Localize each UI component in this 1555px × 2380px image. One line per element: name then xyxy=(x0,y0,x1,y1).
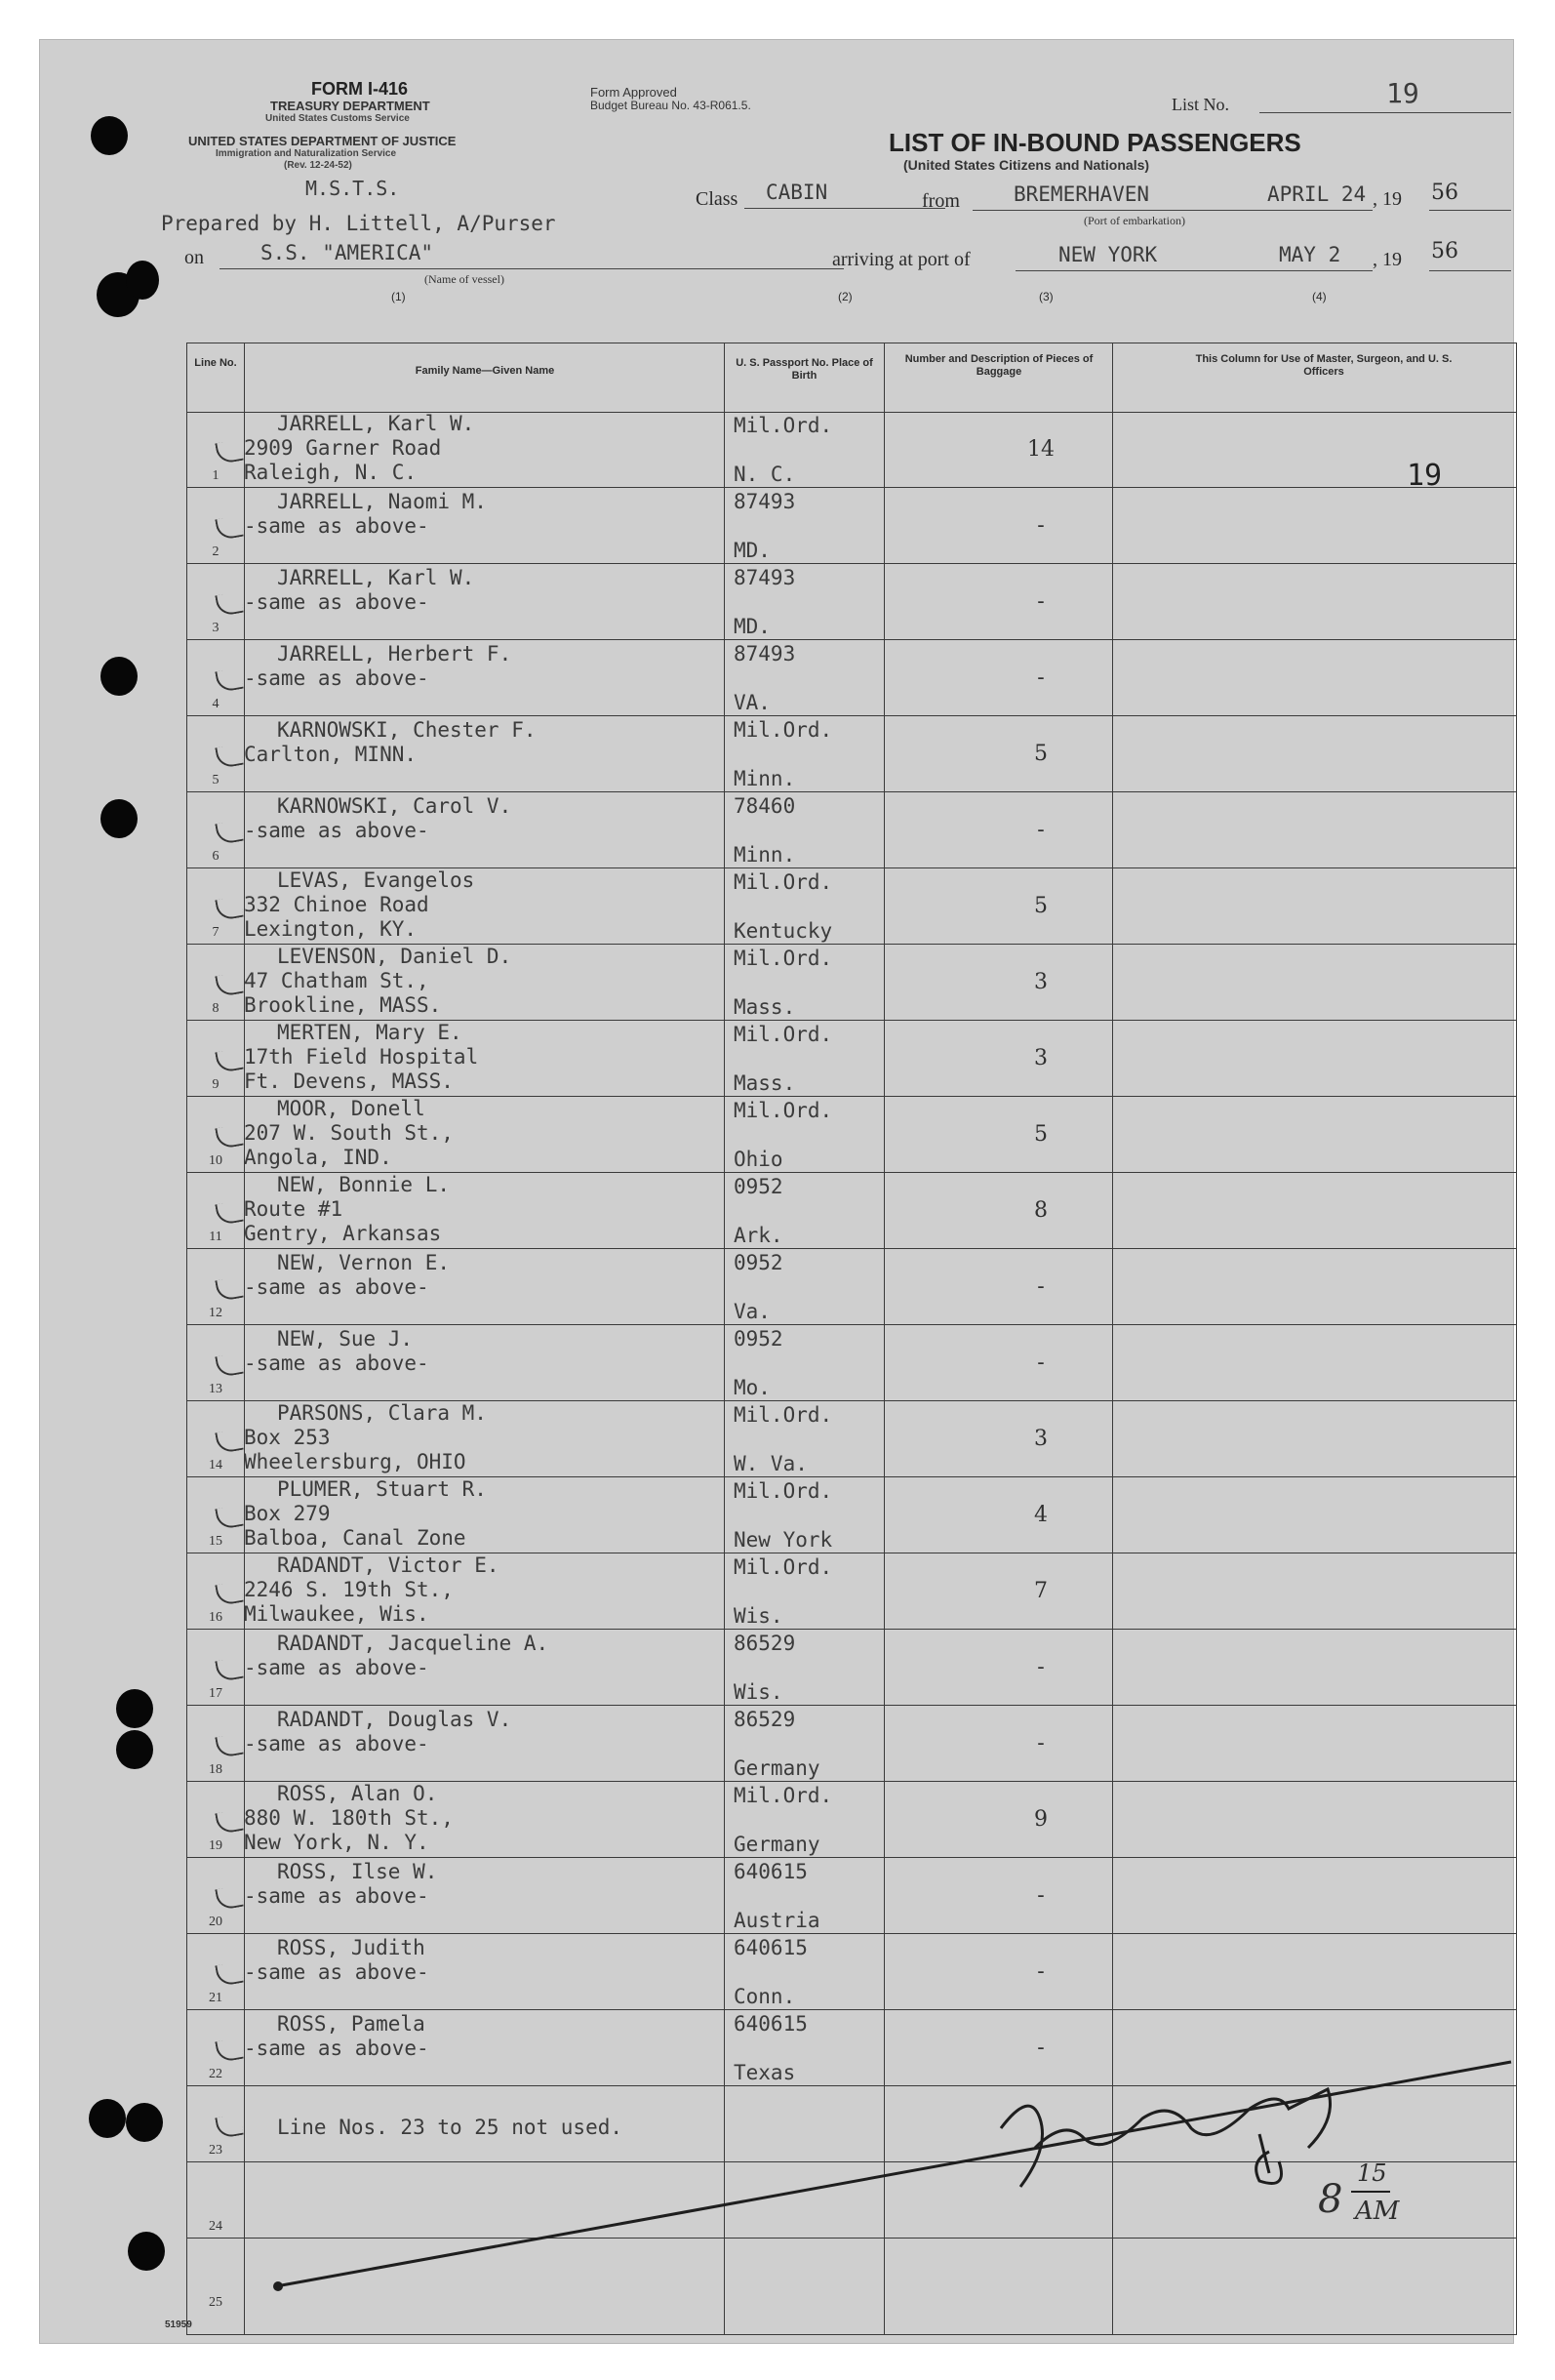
place-of-birth: Kentucky xyxy=(734,919,833,943)
line-number: 20 xyxy=(209,1915,222,1929)
signature-initial xyxy=(1256,2134,1282,2184)
passenger-name: ROSS, Ilse W. xyxy=(277,1860,438,1883)
passenger-name: Line Nos. 23 to 25 not used. xyxy=(277,2116,623,2139)
line-number: 21 xyxy=(209,1991,222,2005)
baggage-count: - xyxy=(1037,666,1045,690)
address-line: Brookline, MASS. xyxy=(244,993,442,1017)
customs-service: United States Customs Service xyxy=(265,113,410,124)
line-number: 24 xyxy=(209,2219,222,2234)
baggage-count: 7 xyxy=(1034,1579,1048,1603)
passport-number: Mil.Ord. xyxy=(734,870,833,894)
address-line: Milwaukee, Wis. xyxy=(244,1602,429,1626)
address-line: 17th Field Hospital xyxy=(244,1045,479,1069)
passenger-name: ROSS, Judith xyxy=(277,1936,425,1959)
line-number: 4 xyxy=(212,697,219,711)
place-of-birth: Ohio xyxy=(734,1148,783,1171)
header-baggage: Number and Description of Pieces of Baggage xyxy=(904,353,1094,378)
address-line: -same as above- xyxy=(244,1960,429,1984)
passenger-name: RADANDT, Jacqueline A. xyxy=(277,1632,549,1655)
place-of-birth: MD. xyxy=(734,539,771,562)
address-line: -same as above- xyxy=(244,819,429,842)
address-line: 2909 Garner Road xyxy=(244,436,442,460)
baggage-count: - xyxy=(1037,1274,1045,1299)
passenger-name: PLUMER, Stuart R. xyxy=(277,1477,487,1501)
passenger-name: JARRELL, Naomi M. xyxy=(277,490,487,513)
baggage-count: 3 xyxy=(1034,1427,1048,1451)
port-caption: (Port of embarkation) xyxy=(1084,214,1185,227)
line-number: 18 xyxy=(209,1762,222,1777)
line-number: 10 xyxy=(209,1153,222,1168)
line-number: 13 xyxy=(209,1382,222,1396)
place-of-birth: Mass. xyxy=(734,1071,796,1095)
line-number: 5 xyxy=(212,773,219,787)
embark-year: 56 xyxy=(1431,181,1458,205)
justice-dept: UNITED STATES DEPARTMENT OF JUSTICE xyxy=(188,134,457,148)
msts-label: M.S.T.S. xyxy=(305,177,400,200)
passport-number: 640615 xyxy=(734,1936,808,1959)
address-line: 207 W. South St., xyxy=(244,1121,454,1145)
form-number: FORM I-416 xyxy=(311,79,409,99)
line-number: 2 xyxy=(212,545,219,559)
revision-date: (Rev. 12-24-52) xyxy=(284,160,352,171)
passenger-name: LEVENSON, Daniel D. xyxy=(277,945,512,968)
place-of-birth: Va. xyxy=(734,1300,771,1323)
print-code: 51959 xyxy=(165,2319,192,2330)
arrival-date: MAY 2 xyxy=(1279,243,1341,266)
place-of-birth: Ark. xyxy=(734,1224,783,1247)
passport-number: 0952 xyxy=(734,1327,783,1351)
immigration-service: Immigration and Naturalization Service xyxy=(216,148,397,159)
passport-number: 87493 xyxy=(734,490,796,513)
baggage-count: - xyxy=(1037,589,1045,614)
signature-am: AM xyxy=(1355,2197,1400,2226)
line-number: 15 xyxy=(209,1534,222,1549)
address-line: Raleigh, N. C. xyxy=(244,461,418,484)
passport-number: Mil.Ord. xyxy=(734,414,833,437)
address-line: -same as above- xyxy=(244,666,429,690)
address-line: Route #1 xyxy=(244,1197,343,1221)
address-line: 47 Chatham St., xyxy=(244,969,429,992)
address-line: Gentry, Arkansas xyxy=(244,1222,442,1245)
passenger-name: MOOR, Donell xyxy=(277,1097,425,1120)
place-of-birth: Germany xyxy=(734,1833,820,1856)
line-number: 23 xyxy=(209,2143,222,2158)
baggage-count: 5 xyxy=(1034,894,1048,918)
address-line: -same as above- xyxy=(244,1351,429,1375)
address-line: Wheelersburg, OHIO xyxy=(244,1450,466,1473)
col-ref-3: (3) xyxy=(1039,290,1054,303)
address-line: -same as above- xyxy=(244,1884,429,1908)
place-of-birth: Austria xyxy=(734,1909,820,1932)
line-number: 3 xyxy=(212,621,219,635)
passport-number: 86529 xyxy=(734,1632,796,1655)
passport-number: 87493 xyxy=(734,566,796,589)
passenger-name: KARNOWSKI, Carol V. xyxy=(277,794,512,818)
place-of-birth: Mass. xyxy=(734,995,796,1019)
address-line: Box 279 xyxy=(244,1502,331,1525)
port-of-arrival: NEW YORK xyxy=(1058,243,1158,266)
signature-fraction-bar xyxy=(1351,2191,1390,2193)
manifest-sheet xyxy=(39,39,1514,2344)
address-line: -same as above- xyxy=(244,590,429,614)
passenger-name: PARSONS, Clara M. xyxy=(277,1401,487,1425)
class-value: CABIN xyxy=(766,181,828,204)
passenger-name: ROSS, Alan O. xyxy=(277,1782,438,1805)
passport-number: Mil.Ord. xyxy=(734,1023,833,1046)
baggage-count: 5 xyxy=(1034,1122,1048,1147)
col-ref-4: (4) xyxy=(1312,290,1327,303)
line-number: 11 xyxy=(209,1230,222,1244)
place-of-birth: Wis. xyxy=(734,1680,783,1704)
passport-number: 640615 xyxy=(734,2012,808,2036)
place-of-birth: Conn. xyxy=(734,1985,796,2008)
passenger-name: MERTEN, Mary E. xyxy=(277,1021,462,1044)
form-approved: Form Approved xyxy=(590,85,677,100)
place-of-birth: Minn. xyxy=(734,843,796,867)
passport-number: 0952 xyxy=(734,1251,783,1274)
signature-minutes: 15 xyxy=(1357,2159,1387,2187)
passport-number: Mil.Ord. xyxy=(734,1784,833,1807)
address-line: -same as above- xyxy=(244,1275,429,1299)
baggage-count: 3 xyxy=(1034,1046,1048,1070)
from-label: from xyxy=(922,190,960,212)
passenger-name: RADANDT, Victor E. xyxy=(277,1553,499,1577)
baggage-count: - xyxy=(1037,1731,1045,1755)
list-subtitle: (United States Citizens and Nationals) xyxy=(903,157,1150,173)
class-label: Class xyxy=(696,188,738,210)
passenger-name: JARRELL, Karl W. xyxy=(277,412,475,435)
header-line-no: Line No. xyxy=(194,357,237,369)
line-number: 25 xyxy=(209,2295,222,2310)
place-of-birth: Mo. xyxy=(734,1376,771,1399)
baggage-count: - xyxy=(1037,818,1045,842)
baggage-count: 5 xyxy=(1034,742,1048,766)
line-number: 6 xyxy=(212,849,219,864)
address-line: 880 W. 180th St., xyxy=(244,1806,454,1830)
baggage-count: 9 xyxy=(1034,1807,1048,1832)
address-line: -same as above- xyxy=(244,2037,429,2060)
passport-number: 0952 xyxy=(734,1175,783,1198)
passenger-name: JARRELL, Herbert F. xyxy=(277,642,512,666)
list-title: LIST OF IN-BOUND PASSENGERS xyxy=(889,128,1301,157)
address-line: Balboa, Canal Zone xyxy=(244,1526,466,1550)
line-number: 17 xyxy=(209,1686,222,1701)
vessel-caption: (Name of vessel) xyxy=(424,272,504,286)
passenger-name: NEW, Bonnie L. xyxy=(277,1173,451,1196)
line-number: 16 xyxy=(209,1610,222,1625)
passport-number: Mil.Ord. xyxy=(734,1403,833,1427)
vessel-name: S.S. "AMERICA" xyxy=(260,241,434,264)
arrival-year: 56 xyxy=(1431,239,1458,263)
cancel-line-dot xyxy=(273,2281,283,2291)
line-number: 22 xyxy=(209,2067,222,2081)
passport-number: Mil.Ord. xyxy=(734,1479,833,1503)
address-line: Angola, IND. xyxy=(244,1146,392,1169)
line-number: 14 xyxy=(209,1458,222,1472)
col-ref-1: (1) xyxy=(391,290,406,303)
arriving-label: arriving at port of xyxy=(832,249,971,270)
passenger-name: ROSS, Pamela xyxy=(277,2012,425,2036)
passport-number: Mil.Ord. xyxy=(734,1555,833,1579)
passport-number: Mil.Ord. xyxy=(734,718,833,742)
cancel-line xyxy=(276,2062,1511,2286)
embark-year-prefix: , 19 xyxy=(1373,188,1402,210)
place-of-birth: Texas xyxy=(734,2061,796,2084)
embark-date: APRIL 24 xyxy=(1267,182,1367,206)
baggage-count: - xyxy=(1037,1351,1045,1375)
address-line: Lexington, KY. xyxy=(244,917,418,941)
passport-number: 87493 xyxy=(734,642,796,666)
col-ref-2: (2) xyxy=(838,290,853,303)
place-of-birth: MD. xyxy=(734,615,771,638)
prepared-by: Prepared by H. Littell, A/Purser xyxy=(161,212,556,235)
passenger-name: KARNOWSKI, Chester F. xyxy=(277,718,537,742)
address-line: Box 253 xyxy=(244,1426,331,1449)
budget-bureau: Budget Bureau No. 43-R061.5. xyxy=(590,99,751,112)
passport-number: 78460 xyxy=(734,794,796,818)
passport-number: 640615 xyxy=(734,1860,808,1883)
list-no-value: 19 xyxy=(1386,77,1419,109)
line-number: 8 xyxy=(212,1001,219,1016)
port-of-embarkation: BREMERHAVEN xyxy=(1014,182,1150,206)
signature-time: 8 xyxy=(1318,2177,1343,2222)
baggage-count: - xyxy=(1037,513,1045,538)
address-line: -same as above- xyxy=(244,1732,429,1755)
cancellation-overlay xyxy=(40,40,1513,2343)
header-officers: This Column for Use of Master, Surgeon, and U. S. Officers xyxy=(1195,353,1453,378)
place-of-birth: N. C. xyxy=(734,463,796,486)
list-no-label: List No. xyxy=(1172,95,1230,114)
passport-number: Mil.Ord. xyxy=(734,1099,833,1122)
address-line: Carlton, MINN. xyxy=(244,743,418,766)
baggage-count: 14 xyxy=(1027,437,1055,462)
passenger-name: NEW, Sue J. xyxy=(277,1327,414,1351)
baggage-count: - xyxy=(1037,1959,1045,1984)
place-of-birth: Germany xyxy=(734,1756,820,1780)
header-name: Family Name—Given Name xyxy=(415,365,555,377)
passport-number: 86529 xyxy=(734,1708,796,1731)
address-line: New York, N. Y. xyxy=(244,1831,429,1854)
address-line: 332 Chinoe Road xyxy=(244,893,429,916)
baggage-count: 3 xyxy=(1034,970,1048,994)
treasury-dept: TREASURY DEPARTMENT xyxy=(270,99,430,113)
place-of-birth: W. Va. xyxy=(734,1452,808,1475)
passenger-name: JARRELL, Karl W. xyxy=(277,566,475,589)
header-passport: U. S. Passport No. Place of Birth xyxy=(736,357,873,382)
baggage-count: - xyxy=(1037,1655,1045,1679)
passenger-name: NEW, Vernon E. xyxy=(277,1251,451,1274)
baggage-count: 8 xyxy=(1034,1198,1048,1223)
line-number: 1 xyxy=(212,468,219,483)
baggage-count: 4 xyxy=(1034,1503,1048,1527)
place-of-birth: Wis. xyxy=(734,1604,783,1628)
line-number: 19 xyxy=(209,1838,222,1853)
line-number: 9 xyxy=(212,1077,219,1092)
line-number: 7 xyxy=(212,925,219,940)
address-line: Ft. Devens, MASS. xyxy=(244,1069,454,1093)
on-label: on xyxy=(184,247,204,268)
place-of-birth: VA. xyxy=(734,691,771,714)
baggage-count: - xyxy=(1037,1883,1045,1908)
address-line: -same as above- xyxy=(244,514,429,538)
passenger-name: LEVAS, Evangelos xyxy=(277,868,475,892)
line-number: 12 xyxy=(209,1306,222,1320)
passenger-name: RADANDT, Douglas V. xyxy=(277,1708,512,1731)
officer-count: 19 xyxy=(1407,459,1443,493)
address-line: 2246 S. 19th St., xyxy=(244,1578,454,1601)
baggage-count: - xyxy=(1037,2036,1045,2060)
place-of-birth: Minn. xyxy=(734,767,796,790)
passport-number: Mil.Ord. xyxy=(734,947,833,970)
place-of-birth: New York xyxy=(734,1528,833,1552)
arrival-year-prefix: , 19 xyxy=(1373,249,1402,270)
address-line: -same as above- xyxy=(244,1656,429,1679)
